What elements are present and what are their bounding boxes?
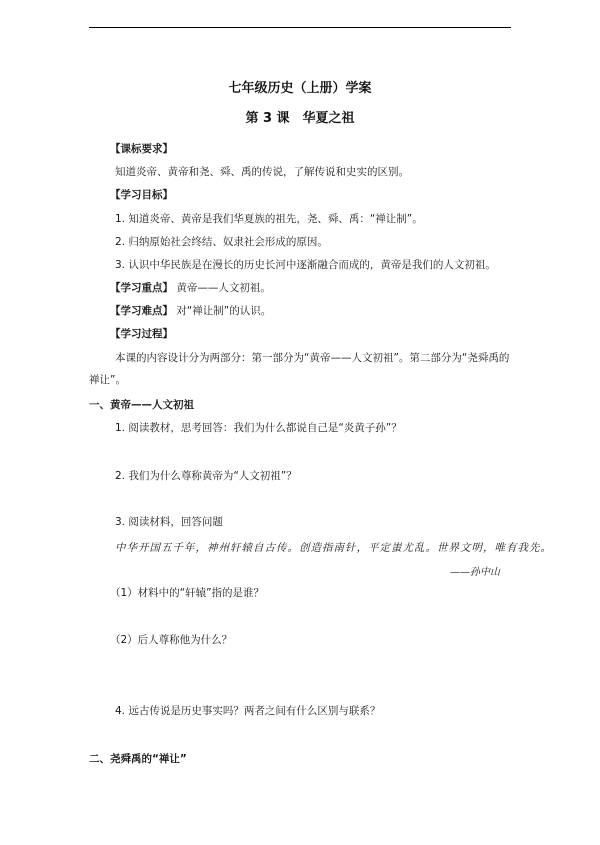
- key-point-row: [110, 281, 271, 295]
- question-3: 3. 阅读材料，回答问题: [115, 516, 223, 528]
- key-point-heading: 【学习重点】: [110, 282, 173, 294]
- quote-text: 中华开国五千年，神州轩辕自古传。创造指南针，平定蚩尤乱。世界文明，唯有我先。: [115, 542, 552, 554]
- process-intro-line1: 本课的内容设计分为两部分：第一部分为“黄帝——人文初祖”。第二部分为“尧舜禹的: [115, 352, 510, 364]
- section1-heading: 一、黄帝——人文初祖: [89, 399, 194, 411]
- header-rule: [89, 27, 511, 28]
- difficulty-text: 对“禅让制”的认识。: [176, 305, 272, 317]
- sub-question-1: （1）材料中的“轩辕”指的是谁？: [110, 587, 265, 599]
- process-intro-line2: 禅让”。: [89, 374, 126, 386]
- section2-heading: 二、尧舜禹的“禅让”: [89, 753, 187, 765]
- page-title: 七年级历史（上册）学案: [228, 81, 372, 96]
- difficulty-row: [110, 304, 271, 318]
- process-heading: 【学习过程】: [110, 328, 173, 340]
- objectives-heading: 【学习目标】: [110, 189, 173, 201]
- difficulty-heading: 【学习难点】: [110, 305, 173, 317]
- lesson-title: 第 3 课 华夏之祖: [245, 111, 355, 126]
- sub-question-2: （2）后人尊称他为什么？: [110, 634, 233, 646]
- question-2: 2. 我们为什么尊称黄帝为“人文初祖”？: [115, 470, 297, 482]
- objective-item-2: 2. 归纳原始社会终结、奴隶社会形成的原因。: [115, 236, 328, 248]
- question-4: 4. 远古传说是历史事实吗？两者之间有什么区别与联系？: [115, 705, 381, 717]
- key-point-text: 黄帝——人文初祖。: [176, 282, 271, 294]
- quote-author: ——孙中山: [450, 567, 500, 578]
- curriculum-text: 知道炎帝、黄帝和尧、舜、禹的传说，了解传说和史实的区别。: [115, 166, 409, 178]
- objective-item-3: 3. 认识中华民族是在漫长的历史长河中逐渐融合而成的，黄帝是我们的人文初祖。: [115, 259, 496, 271]
- question-1: 1. 阅读教材，思考回答：我们为什么都说自己是“炎黄子孙”？: [115, 422, 402, 434]
- objective-item-1: 1. 知道炎帝、黄帝是我们华夏族的祖先，尧、舜、禹：“禅让制”。: [115, 213, 423, 225]
- curriculum-heading: 【课标要求】: [110, 143, 173, 155]
